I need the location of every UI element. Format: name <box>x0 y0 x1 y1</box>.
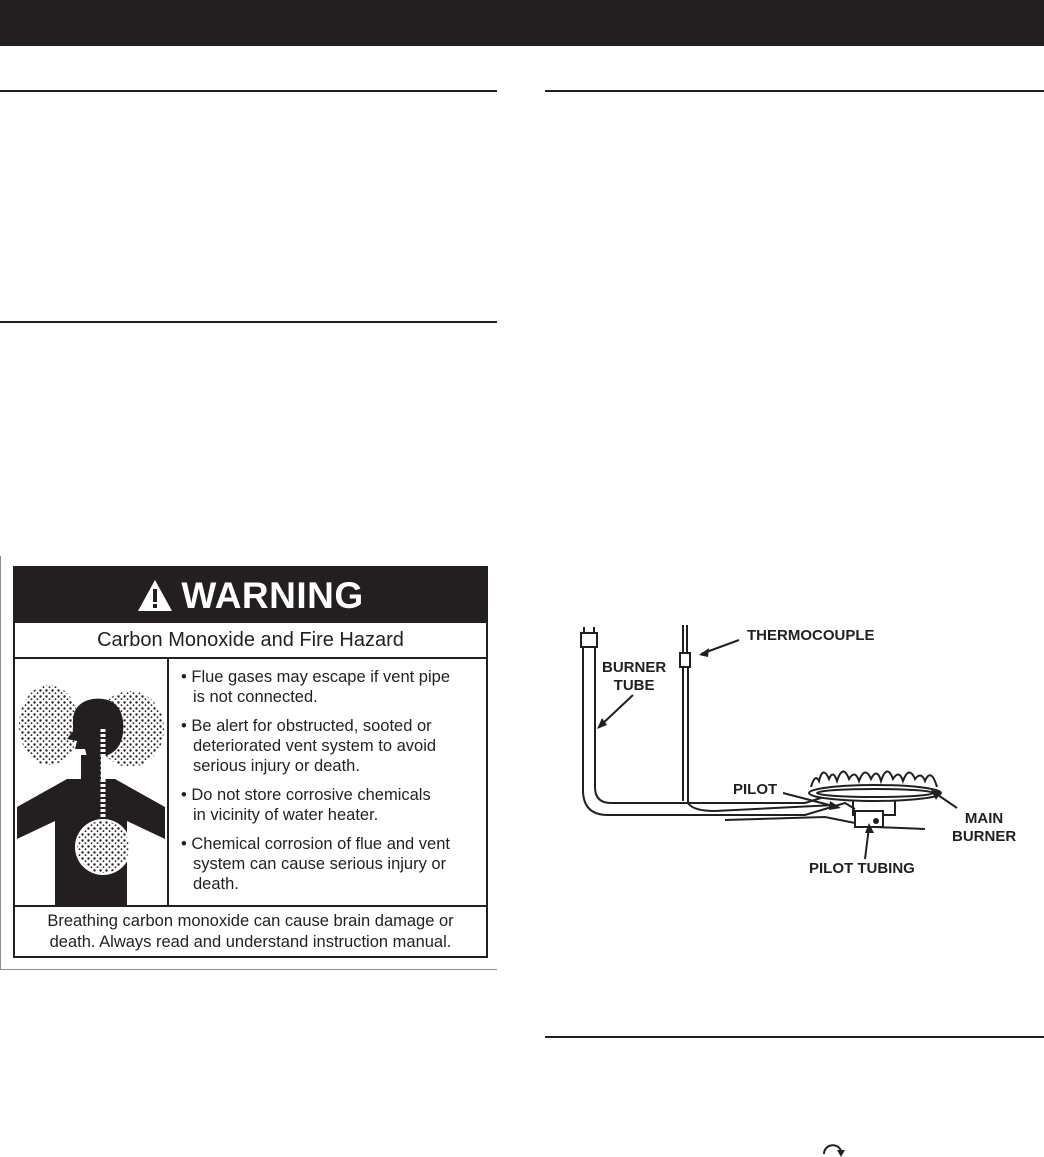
burner-assembly-diagram <box>575 615 1015 885</box>
thermocouple-label: THERMOCOUPLE <box>747 627 875 644</box>
warning-title: WARNING <box>181 574 364 616</box>
warning-triangle-icon <box>137 579 173 612</box>
warning-footer-text: Breathing carbon monoxide can cause brain damage or death. Always read and understand instruction manual. <box>47 911 454 951</box>
burner-tube-label: BURNER TUBE <box>602 659 667 694</box>
section-divider <box>545 90 1044 92</box>
warning-bullet: • Do not store corrosive chemicals in vicinity of water heater. <box>181 786 431 824</box>
warning-panel <box>13 566 488 958</box>
person-inhaling-smoke-icon <box>15 659 167 905</box>
main-burner-label: MAIN BURNER <box>952 810 1017 845</box>
clockwise-arrow-icon <box>820 1138 846 1157</box>
section-divider <box>545 1036 1044 1038</box>
warning-bullet: • Chemical corrosion of flue and vent system can cause serious injury or death. <box>181 835 450 893</box>
warning-subtitle: Carbon Monoxide and Fire Hazard <box>15 623 486 659</box>
header-bar <box>0 0 1044 46</box>
warning-bullet-list <box>177 667 482 903</box>
warning-label <box>0 556 497 970</box>
section-divider <box>0 321 497 323</box>
pilot-tubing-label: PILOT TUBING <box>809 860 915 877</box>
pilot-label: PILOT <box>733 781 778 798</box>
warning-footer <box>15 905 486 956</box>
warning-bullet: • Flue gases may escape if vent pipe is not connected. <box>181 668 451 706</box>
burner-assembly-drawing <box>575 615 1015 885</box>
warning-bullet: • Be alert for obstructed, sooted or deteriorated vent system to avoid serious injury or death. <box>181 717 437 775</box>
warning-header <box>15 568 486 623</box>
hazard-illustration <box>15 659 169 905</box>
section-divider <box>0 90 497 92</box>
